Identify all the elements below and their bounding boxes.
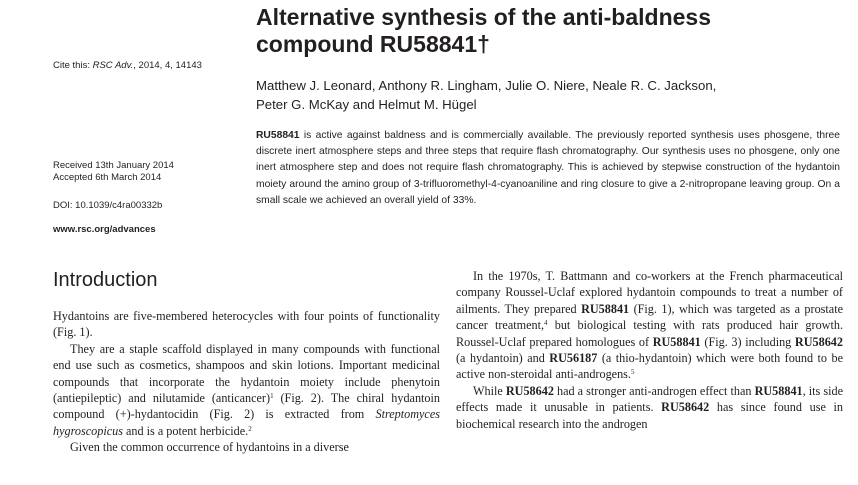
- text-run: In the 1970s, T. Battmann and co-workers at the French pharmaceutical company Roussel-Uclaf explored hydantoin compounds to treat a number of ailments. They prepared: [456, 269, 843, 316]
- authors-line-1: Matthew J. Leonard, Anthony R. Lingham, Julie O. Niere, Neale R. C. Jackson,: [256, 78, 717, 93]
- text-run: (Fig. 3) including: [700, 334, 795, 349]
- author-list: [256, 76, 836, 114]
- paragraph: [456, 383, 843, 432]
- title-line-2: compound RU58841†: [256, 31, 490, 57]
- title-line-1: Alternative synthesis of the anti-baldness: [256, 4, 712, 30]
- accepted-date: Accepted 6th March 2014: [53, 172, 162, 183]
- body-column-left: [53, 308, 440, 456]
- abstract-compound: RU58841: [256, 130, 300, 141]
- species-name: Streptomyces hygroscopicus: [53, 407, 440, 438]
- citation: [53, 60, 202, 72]
- text-run: They are a staple scaffold displayed in many compounds with functional end use such as cosmetics, shampoos and skin lotions. Important medicinal compounds that incorporate the hydantoin moiety include phenytoin (antiepileptic) and nilutamide (anticancer): [53, 341, 440, 406]
- text-run: had a stronger anti-androgen effect than: [553, 383, 755, 398]
- reference-marker[interactable]: 2: [248, 424, 252, 433]
- abstract: [256, 128, 840, 209]
- dates: [53, 160, 174, 184]
- text-run: (Fig. 1), which was targeted as a prostate cancer treatment,: [456, 301, 843, 333]
- text-run: and is a potent herbicide.: [122, 423, 249, 438]
- cite-journal[interactable]: RSC Adv.: [92, 60, 134, 71]
- paragraph: [456, 268, 843, 383]
- article-title: [256, 4, 816, 58]
- section-heading-introduction: Introduction: [53, 269, 158, 291]
- paragraph: [53, 341, 440, 439]
- compound-name: RU56187: [549, 351, 598, 366]
- cite-label: Cite this:: [53, 60, 90, 71]
- text-run: has since found use in biochemical research into the androgen: [456, 400, 843, 431]
- cite-details: , 2014, 4, 14143: [133, 60, 202, 71]
- paragraph: Given the common occurrence of hydantoins in a diverse: [70, 440, 349, 455]
- compound-name: RU58642: [661, 400, 710, 415]
- text-run: While: [473, 383, 506, 398]
- compound-name: RU58642: [794, 334, 843, 349]
- text-run: but biological testing with rats produced hair growth. Roussel-Uclaf prepared homologues of: [456, 318, 843, 349]
- compound-name: RU58841: [754, 383, 803, 398]
- abstract-text: is active against baldness and is commercially available. The previously reported synthesis uses phosgene, three discrete inert atmosphere steps and three steps that require flash chromatography. Our synthesis uses no phosgene, only one inert atmosphere step and does not require flash chromatography. This is achieved by stepwise construction of the hydantoin moiety around the amino group of 3-trifluoromethyl-4-cyanoaniline and ring closure to give a 2-nitropropane leaving group. On a small scale we achieved an overall yield of 33%.: [256, 130, 840, 206]
- text-run: (Fig. 2). The chiral hydantoin compound (+)-hydantocidin (Fig. 2) is extracted from: [53, 391, 440, 422]
- reference-marker[interactable]: 4: [544, 319, 548, 328]
- reference-marker[interactable]: 5: [630, 368, 635, 377]
- text-run: , its side effects made it unusable in patients.: [456, 383, 843, 415]
- received-date: Received 13th January 2014: [53, 160, 174, 171]
- reference-marker[interactable]: 1: [270, 392, 274, 401]
- text-run: (a hydantoin) and: [456, 351, 550, 366]
- journal-url[interactable]: www.rsc.org/advances: [53, 224, 156, 235]
- authors-line-2: Peter G. McKay and Helmut M. Hügel: [256, 97, 477, 112]
- doi[interactable]: DOI: 10.1039/c4ra00332b: [53, 200, 163, 211]
- compound-name: RU58841: [652, 334, 701, 349]
- text-run: (a thio-hydantoin) which were both found to be active non-steroidal anti-androgens.: [456, 351, 843, 382]
- compound-name: RU58642: [505, 383, 554, 398]
- compound-name: RU58841: [581, 301, 630, 316]
- paragraph: Hydantoins are five-membered heterocycles with four points of functionality (Fig. 1).: [53, 309, 440, 340]
- body-column-right: [456, 268, 843, 432]
